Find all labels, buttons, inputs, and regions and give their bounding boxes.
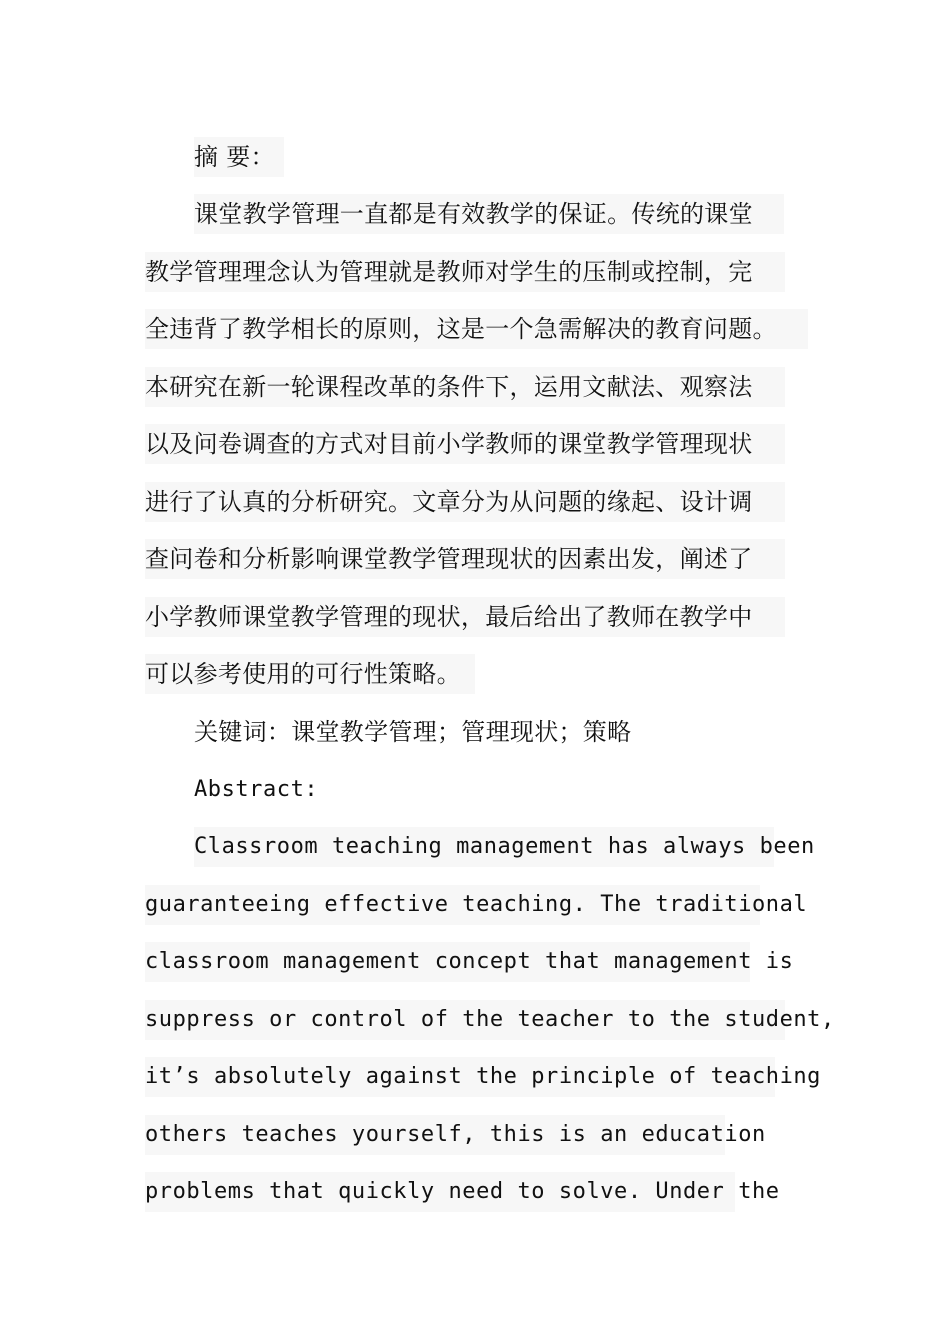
abstract-heading-cn: 摘 要： [194, 137, 284, 177]
abstract-line-cn: 查问卷和分析影响课堂教学管理现状的因素出发，阐述了 [145, 539, 785, 579]
abstract-line-cn: 小学教师课堂教学管理的现状，最后给出了教师在教学中 [145, 597, 785, 637]
abstract-line-cn: 课堂教学管理一直都是有效教学的保证。传统的课堂 [194, 194, 784, 234]
abstract-line-en: guaranteeing effective teaching. The traditional [145, 885, 760, 925]
abstract-line-en: suppress or control of the teacher to the student, [145, 1000, 785, 1040]
abstract-line-cn: 全违背了教学相长的原则，这是一个急需解决的教育问题。 [145, 309, 808, 349]
abstract-line-en: Classroom teaching management has always been [194, 827, 774, 867]
abstract-line-cn: 进行了认真的分析研究。文章分为从问题的缘起、设计调 [145, 482, 785, 522]
abstract-line-cn: 本研究在新一轮课程改革的条件下，运用文献法、观察法 [145, 367, 785, 407]
abstract-line-en: it’s absolutely against the principle of teaching [145, 1057, 775, 1097]
abstract-line-cn: 以及问卷调查的方式对目前小学教师的课堂教学管理现状 [145, 424, 785, 464]
abstract-line-en: classroom management concept that management is [145, 942, 750, 982]
abstract-line-cn: 可以参考使用的可行性策略。 [145, 654, 475, 694]
keywords-line: 关键词：课堂教学管理；管理现状；策略 [194, 718, 632, 746]
abstract-line-en: problems that quickly need to solve. Under the [145, 1172, 735, 1212]
abstract-line-cn: 教学管理理念认为管理就是教师对学生的压制或控制，完 [145, 252, 785, 292]
abstract-line-en: others teaches yourself, this is an education [145, 1115, 725, 1155]
abstract-heading-en: Abstract: [194, 777, 319, 802]
